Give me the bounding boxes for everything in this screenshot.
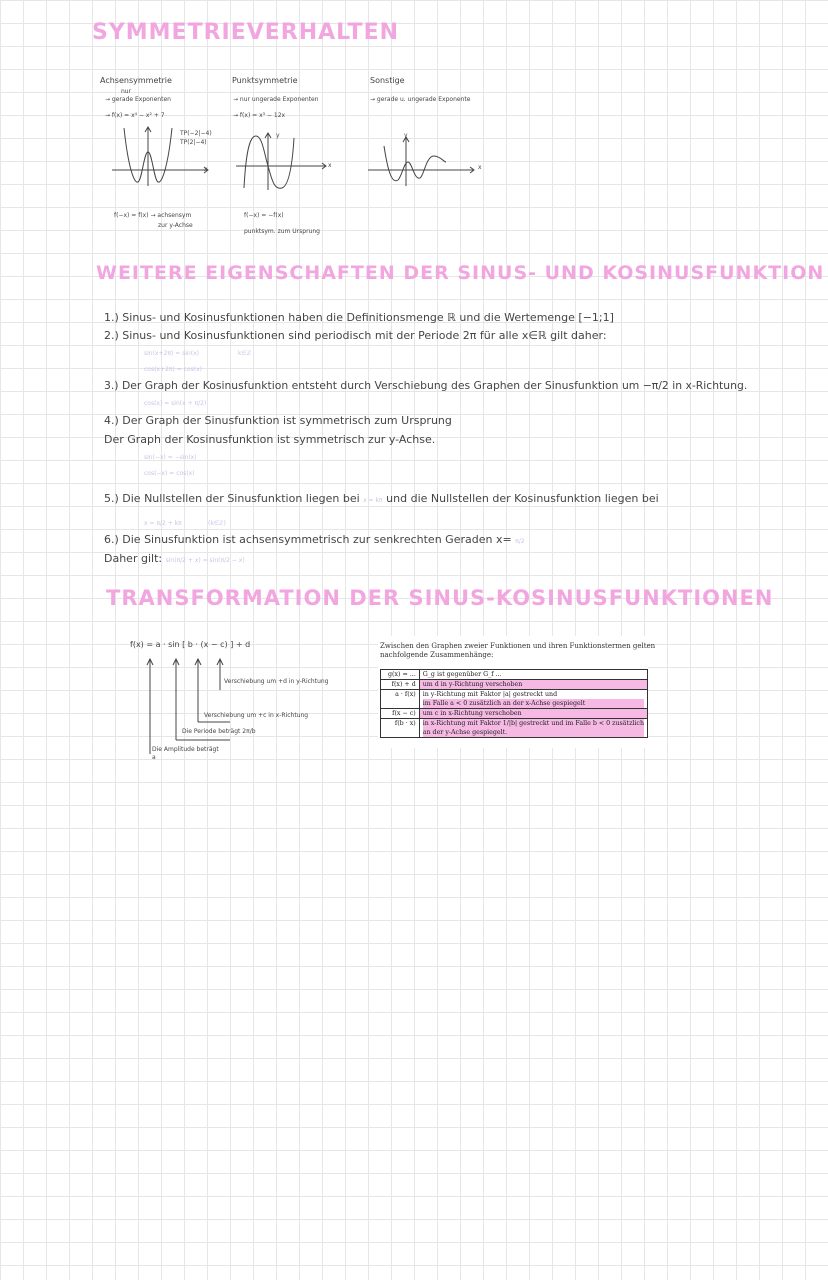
- property-2-formula-b: cos(x+2π) = cos(x): [144, 366, 202, 373]
- table-cell-left: f(x) + d: [381, 680, 420, 690]
- property-6-text: 6.) Die Sinusfunktion ist achsensymmetrisch zur senkrechten Geraden x=: [104, 533, 512, 546]
- transformation-label-c: Verschiebung um +c in x-Richtung: [204, 712, 309, 719]
- graph-no-symmetry: [368, 132, 478, 188]
- axis-symmetry-rule2: zur y-Achse: [158, 222, 193, 229]
- property-4: 4.) Der Graph der Sinusfunktion ist symmetrisch zum Ursprung: [104, 414, 452, 427]
- property-5-text: 5.) Die Nullstellen der Sinusfunktion liegen bei: [104, 492, 360, 505]
- transformation-label-d: Verschiebung um +d in y-Richtung: [224, 678, 329, 685]
- table-cell-line: an der y-Achse gespiegelt.: [423, 728, 644, 737]
- table-row: [381, 709, 648, 719]
- other-symmetry-bullet1: → gerade u. ungerade Exponente: [370, 96, 471, 103]
- table-cell-left: f(b · x): [381, 719, 420, 738]
- section-heading-properties: WEITERE EIGENSCHAFTEN DER SINUS- UND KOSINUSFUNKTION: [96, 262, 825, 284]
- other-symmetry-title: Sonstige: [370, 76, 405, 85]
- transformation-label-a-val: a: [152, 754, 156, 761]
- axis-symmetry-sup: nur: [121, 88, 132, 95]
- axis-symmetry-bullet2: → f(x) = x⁴ − x² + 7: [105, 112, 165, 119]
- table-intro-1: Zwischen den Graphen zweier Funktionen und ihren Funktionstermen gelten: [380, 642, 656, 650]
- transformation-table: [380, 669, 648, 738]
- table-cell-right: G_g ist gegenüber G_f ...: [419, 670, 647, 680]
- property-6b: [104, 552, 245, 565]
- property-2-formula-a: sin(x+2π) = sin(x): [144, 350, 199, 357]
- table-cell-left: f(x − c): [381, 709, 420, 719]
- table-cell-line: in x-Richtung mit Faktor 1/|b| gestreckt und im Falle b < 0 zusätzlich: [422, 720, 644, 727]
- table-cell-right: um c in x-Richtung verschoben: [419, 709, 647, 719]
- transformation-label-b-text: Die Periode beträgt: [182, 728, 241, 735]
- table-intro-2: nachfolgende Zusammenhänge:: [380, 651, 494, 659]
- property-3: 3.) Der Graph der Kosinusfunktion entsteht durch Verschiebung des Graphen der Sinusfunktion um −π/2 in x-Richtung.: [104, 379, 748, 392]
- other-graph-x-label: x: [478, 164, 482, 171]
- property-5: [104, 492, 659, 505]
- transformation-arrows: [140, 648, 240, 760]
- table-cell-right: um d in y-Richtung verschoben: [419, 680, 647, 690]
- point-symmetry-rule: f(−x) = −f(x): [244, 212, 284, 219]
- property-6: [104, 533, 525, 546]
- graph-point-symmetric: [236, 130, 332, 192]
- transformation-label-b-frac: 2π/b: [242, 728, 256, 735]
- axis-symmetry-bullet1: → gerade Exponenten: [105, 96, 171, 103]
- axis-symmetry-title: Achsensymmetrie: [100, 76, 172, 85]
- transformation-label-a: Die Amplitude beträgt: [152, 746, 219, 753]
- axis-symmetry-tp2: TP(2|−4): [180, 139, 207, 146]
- transformation-table-box: [378, 636, 656, 748]
- table-cell-right: [419, 719, 647, 738]
- section-heading-transformation: TRANSFORMATION DER SINUS-KOSINUSFUNKTIONEN: [106, 586, 774, 610]
- property-5-end: und die Nullstellen der Kosinusfunktion liegen bei: [386, 492, 659, 505]
- property-4-formula-a: sin(−x) = −sin(x): [144, 454, 197, 461]
- table-cell-left: a · f(x): [381, 690, 420, 709]
- table-row: [381, 719, 648, 738]
- table-row: [381, 670, 648, 680]
- table-cell-right: [419, 690, 647, 709]
- point-symmetry-bullet1: → nur ungerade Exponenten: [233, 96, 319, 103]
- property-5-value: x = kπ: [363, 497, 383, 504]
- property-6-value: π/2: [515, 538, 525, 545]
- graph-axis-symmetric: [112, 126, 212, 190]
- property-1: 1.) Sinus- und Kosinusfunktionen haben die Definitionsmenge ℝ und die Wertemenge [−1;1]: [104, 311, 614, 324]
- axis-symmetry-rule: f(−x) = f(x) → achsensym: [114, 212, 192, 219]
- property-6b-text: Daher gilt:: [104, 552, 163, 565]
- point-graph-x-label: x: [328, 162, 332, 169]
- property-3-formula: cos(x) = sin(x + π/2): [144, 400, 207, 407]
- property-4-formula-b: cos(−x) = cos(x): [144, 470, 195, 477]
- other-graph-y-label: y: [404, 132, 408, 139]
- property-2-formula-k: k∈ℤ: [238, 350, 252, 357]
- transformation-label-b: [182, 728, 256, 735]
- property-5-formula: x = π/2 + kπ: [144, 520, 182, 527]
- property-5-k: (k∈ℤ): [208, 520, 226, 527]
- axis-graph-x-label: x: [204, 166, 208, 173]
- point-symmetry-rule2: punktsym. zum Ursprung: [244, 228, 320, 235]
- property-2: 2.) Sinus- und Kosinusfunktionen sind periodisch mit der Periode 2π für alle x∈ℝ gilt daher:: [104, 329, 607, 342]
- point-graph-y-label: y: [276, 132, 280, 139]
- table-row: [381, 680, 648, 690]
- section-heading-symmetry: SYMMETRIEVERHALTEN: [92, 20, 400, 45]
- point-symmetry-bullet2: → f(x) = x³ − 12x: [233, 112, 286, 119]
- table-cell-line: in y-Richtung mit Faktor |a| gestreckt und: [422, 691, 558, 698]
- point-symmetry-title: Punktsymmetrie: [232, 76, 298, 85]
- table-cell-left: g(x) = ...: [381, 670, 420, 680]
- property-4b: Der Graph der Kosinusfunktion ist symmetrisch zur y-Achse.: [104, 433, 436, 446]
- property-6b-value: sin(π/2 + x) = sin(π/2 − x): [165, 557, 245, 564]
- axis-symmetry-tp1: TP(−2|−4): [180, 130, 212, 137]
- table-cell-line: im Falle a < 0 zusätzlich an der x-Achse gespiegelt: [423, 699, 644, 708]
- table-row: [381, 690, 648, 709]
- transformation-formula: f(x) = a · sin [ b · (x − c) ] + d: [130, 640, 251, 649]
